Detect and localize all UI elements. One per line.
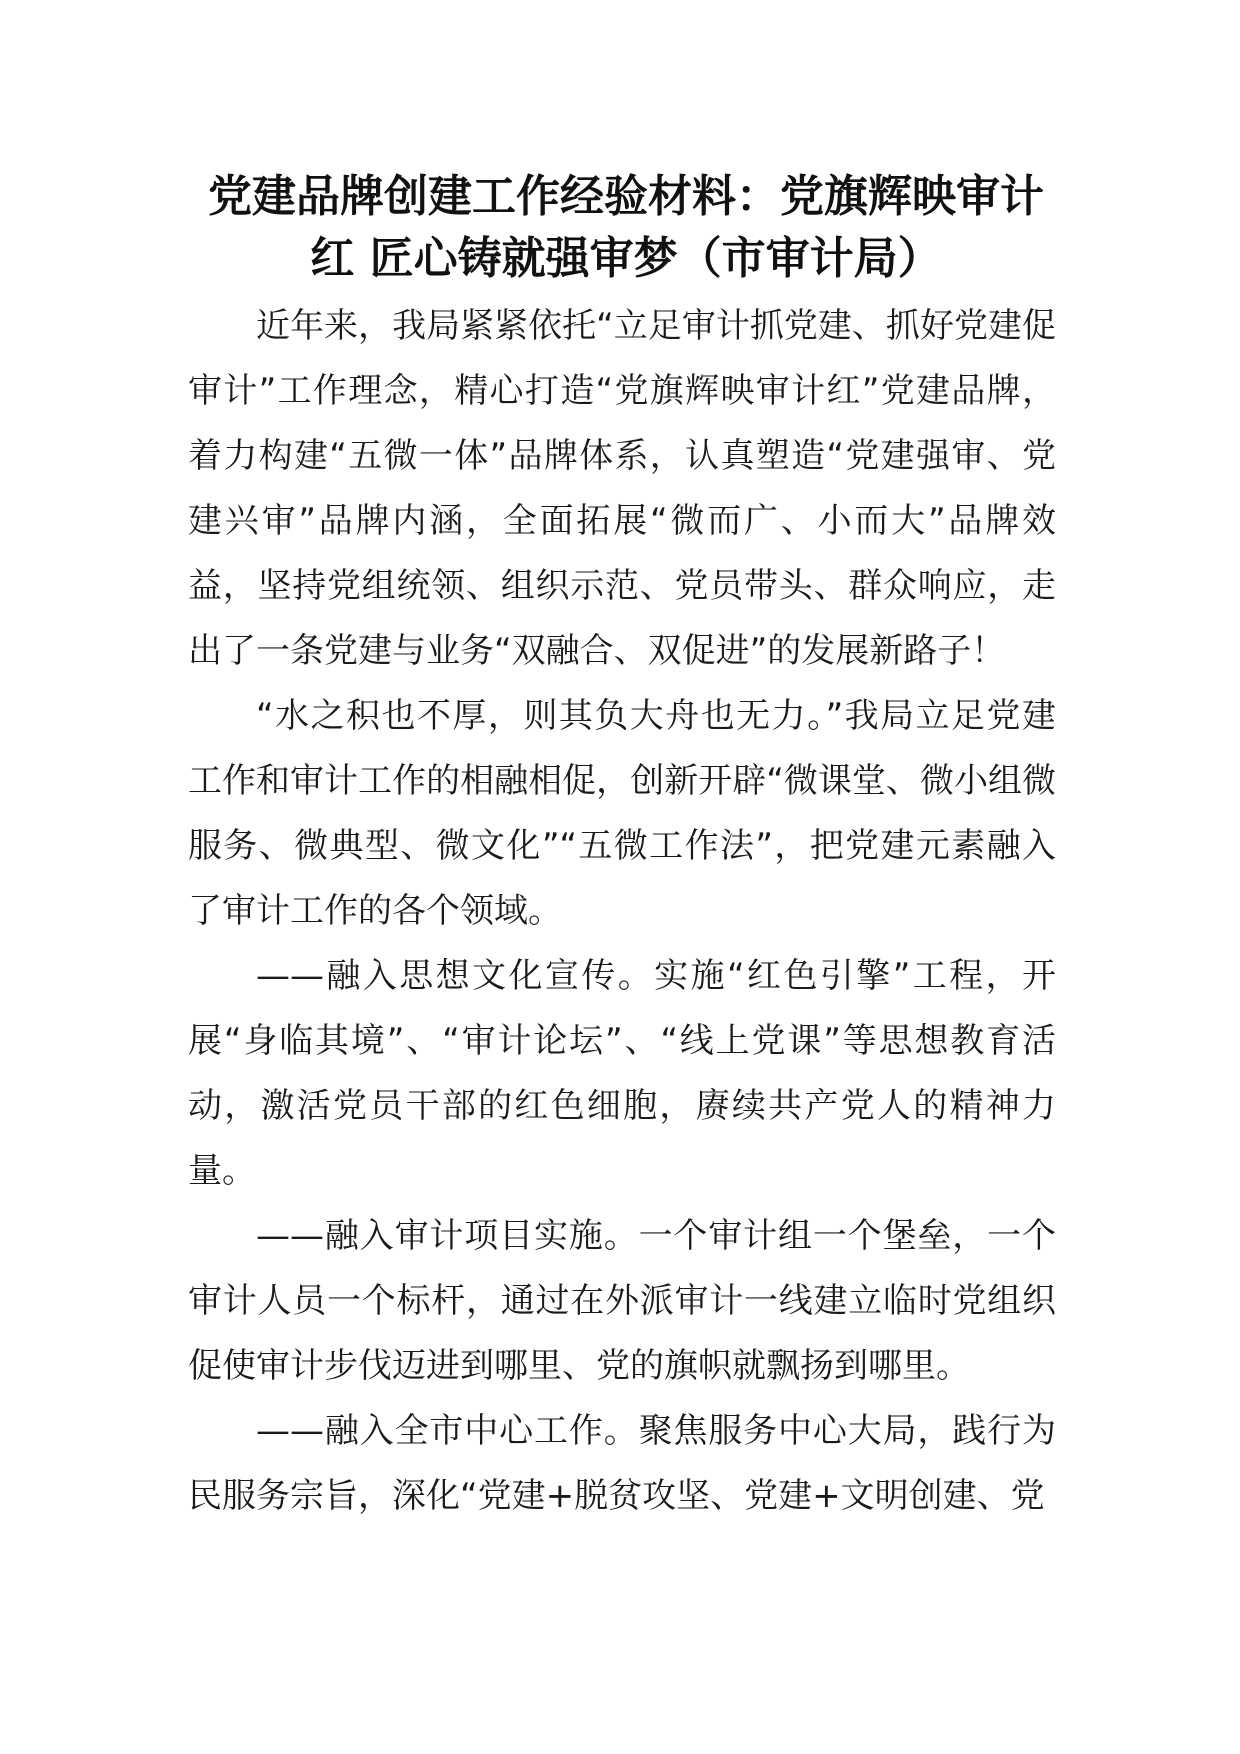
document-title: 党建品牌创建工作经验材料：党旗辉映审计红 匠心铸就强审梦（市审计局） — [208, 171, 1044, 284]
paragraph-quote: “水之积也不厚，则其负大舟也无力。”我局立足党建工作和审计工作的相融相促，创新开辟“微课堂、微小组微服务、微典型、微文化”“五微工作法”，把党建元素融入了审计工作的各个领域。 — [188, 696, 1056, 931]
paragraph-thought-culture: ——融入思想文化宣传。实施“红色引擎”工程，开展“身临其境”、“审计论坛”、“线上党课”等思想教育活动，激活党员干部的红色细胞，赓续共产党人的精神力量。 — [188, 956, 1056, 1191]
document-body — [188, 294, 1056, 1529]
paragraph-audit-projects: ——融入审计项目实施。一个审计组一个堡垒，一个审计人员一个标杆，通过在外派审计一线建立临时党组织促使审计步伐迈进到哪里、党的旗帜就飘扬到哪里。 — [188, 1216, 1056, 1386]
paragraph-intro: 近年来，我局紧紧依托“立足审计抓党建、抓好党建促审计”工作理念，精心打造“党旗辉映审计红”党建品牌，着力构建“五微一体”品牌体系，认真塑造“党建强审、党建兴审”品牌内涵，全面拓展“微而广、小而大”品牌效益，坚持党组统领、组织示范、党员带头、群众响应，走出了一条党建与业务“双融合、双促进”的发展新路子！ — [188, 306, 1056, 671]
paragraph-central-work: ——融入全市中心工作。聚焦服务中心大局，践行为民服务宗旨，深化“党建+脱贫攻坚、党建+文明创建、党 — [188, 1411, 1056, 1516]
